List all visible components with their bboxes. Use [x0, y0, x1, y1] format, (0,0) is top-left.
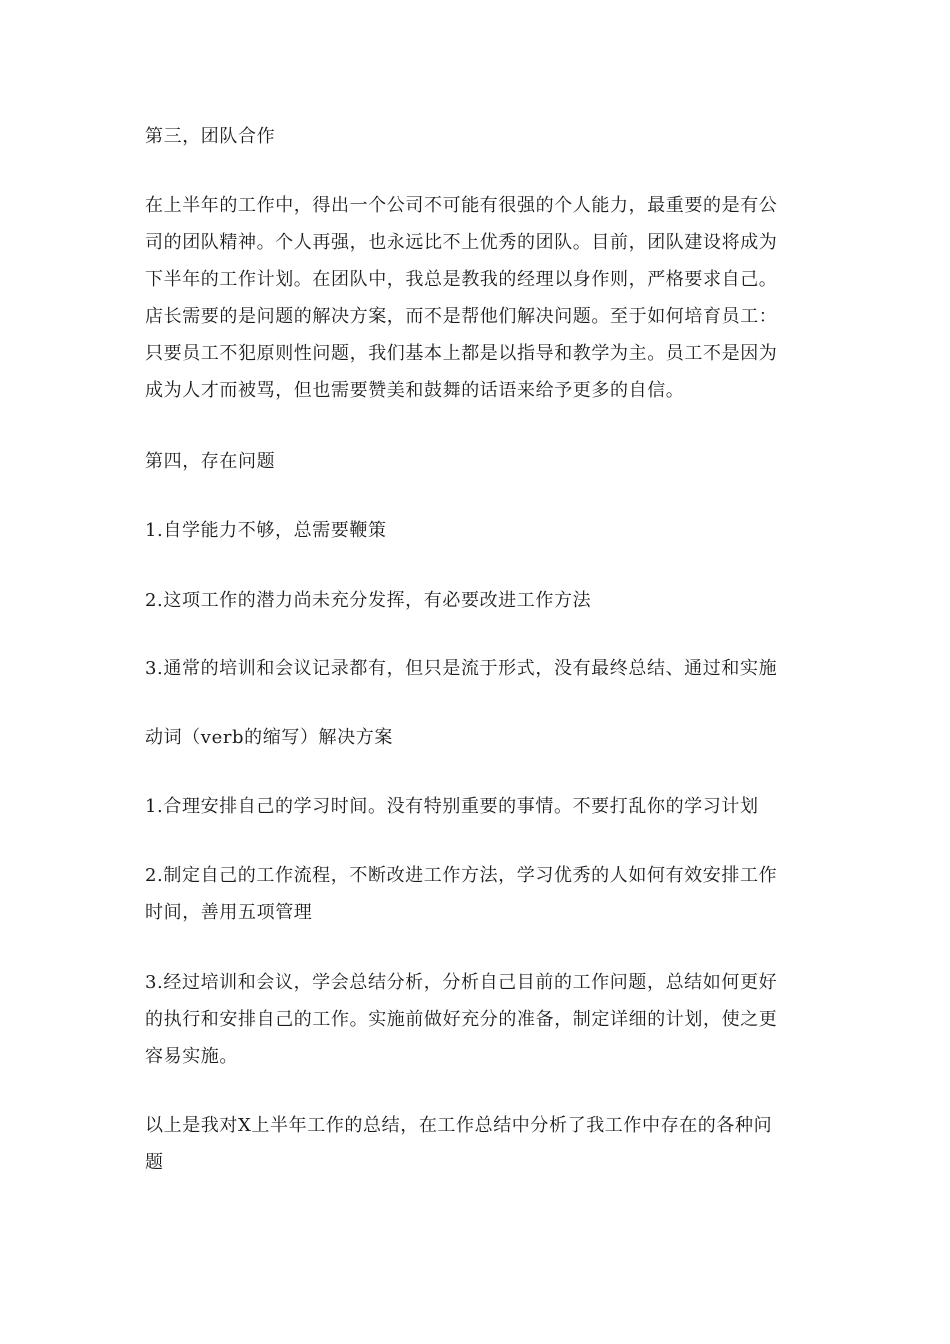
solution-item-1: 1.合理安排自己的学习时间。没有特别重要的事情。不要打乱你的学习计划: [145, 796, 759, 817]
paragraph-line: 容易实施。: [145, 1046, 238, 1067]
paragraph-line: 司的团队精神。个人再强，也永远比不上优秀的团队。目前，团队建设将成为: [145, 232, 778, 253]
paragraph-line: 以上是我对X上半年工作的总结，在工作总结中分析了我工作中存在的各种问: [145, 1115, 773, 1136]
solution-item-2: [145, 857, 805, 931]
paragraph-line: 店长需要的是问题的解决方案，而不是帮他们解决问题。至于如何培育员工：: [145, 306, 778, 327]
paragraph-line: 3.经过培训和会议，学会总结分析，分析自己目前的工作问题，总结如何更好: [145, 972, 778, 993]
paragraph-line: 下半年的工作计划。在团队中，我总是教我的经理以身作则，严格要求自己。: [145, 269, 778, 290]
paragraph-line: 成为人才而被骂，但也需要赞美和鼓舞的话语来给予更多的自信。: [145, 380, 685, 401]
paragraph-line: 在上半年的工作中，得出一个公司不可能有很强的个人能力，最重要的是有公: [145, 195, 778, 216]
conclusion-paragraph: [145, 1107, 805, 1181]
section-heading-solutions: 动词（verb的缩写）解决方案: [145, 727, 393, 748]
problem-item-2: 2.这项工作的潜力尚未充分发挥，有必要改进工作方法: [145, 590, 592, 611]
solution-item-3: [145, 964, 805, 1075]
problem-item-3: 3.通常的培训和会议记录都有，但只是流于形式，没有最终总结、通过和实施: [145, 658, 778, 679]
paragraph-line: 的执行和安排自己的工作。实施前做好充分的准备，制定详细的计划，使之更: [145, 1009, 778, 1030]
paragraph-line: 2.制定自己的工作流程，不断改进工作方法，学习优秀的人如何有效安排工作: [145, 865, 778, 886]
paragraph-line: 时间，善用五项管理: [145, 902, 313, 923]
problem-item-1: 1.自学能力不够，总需要鞭策: [145, 520, 387, 541]
paragraph-line: 题: [145, 1152, 164, 1173]
section-heading-problems: 第四，存在问题: [145, 451, 276, 472]
section-heading-teamwork: 第三，团队合作: [145, 126, 276, 147]
teamwork-paragraph: [145, 187, 805, 409]
paragraph-line: 只要员工不犯原则性问题，我们基本上都是以指导和教学为主。员工不是因为: [145, 343, 778, 364]
